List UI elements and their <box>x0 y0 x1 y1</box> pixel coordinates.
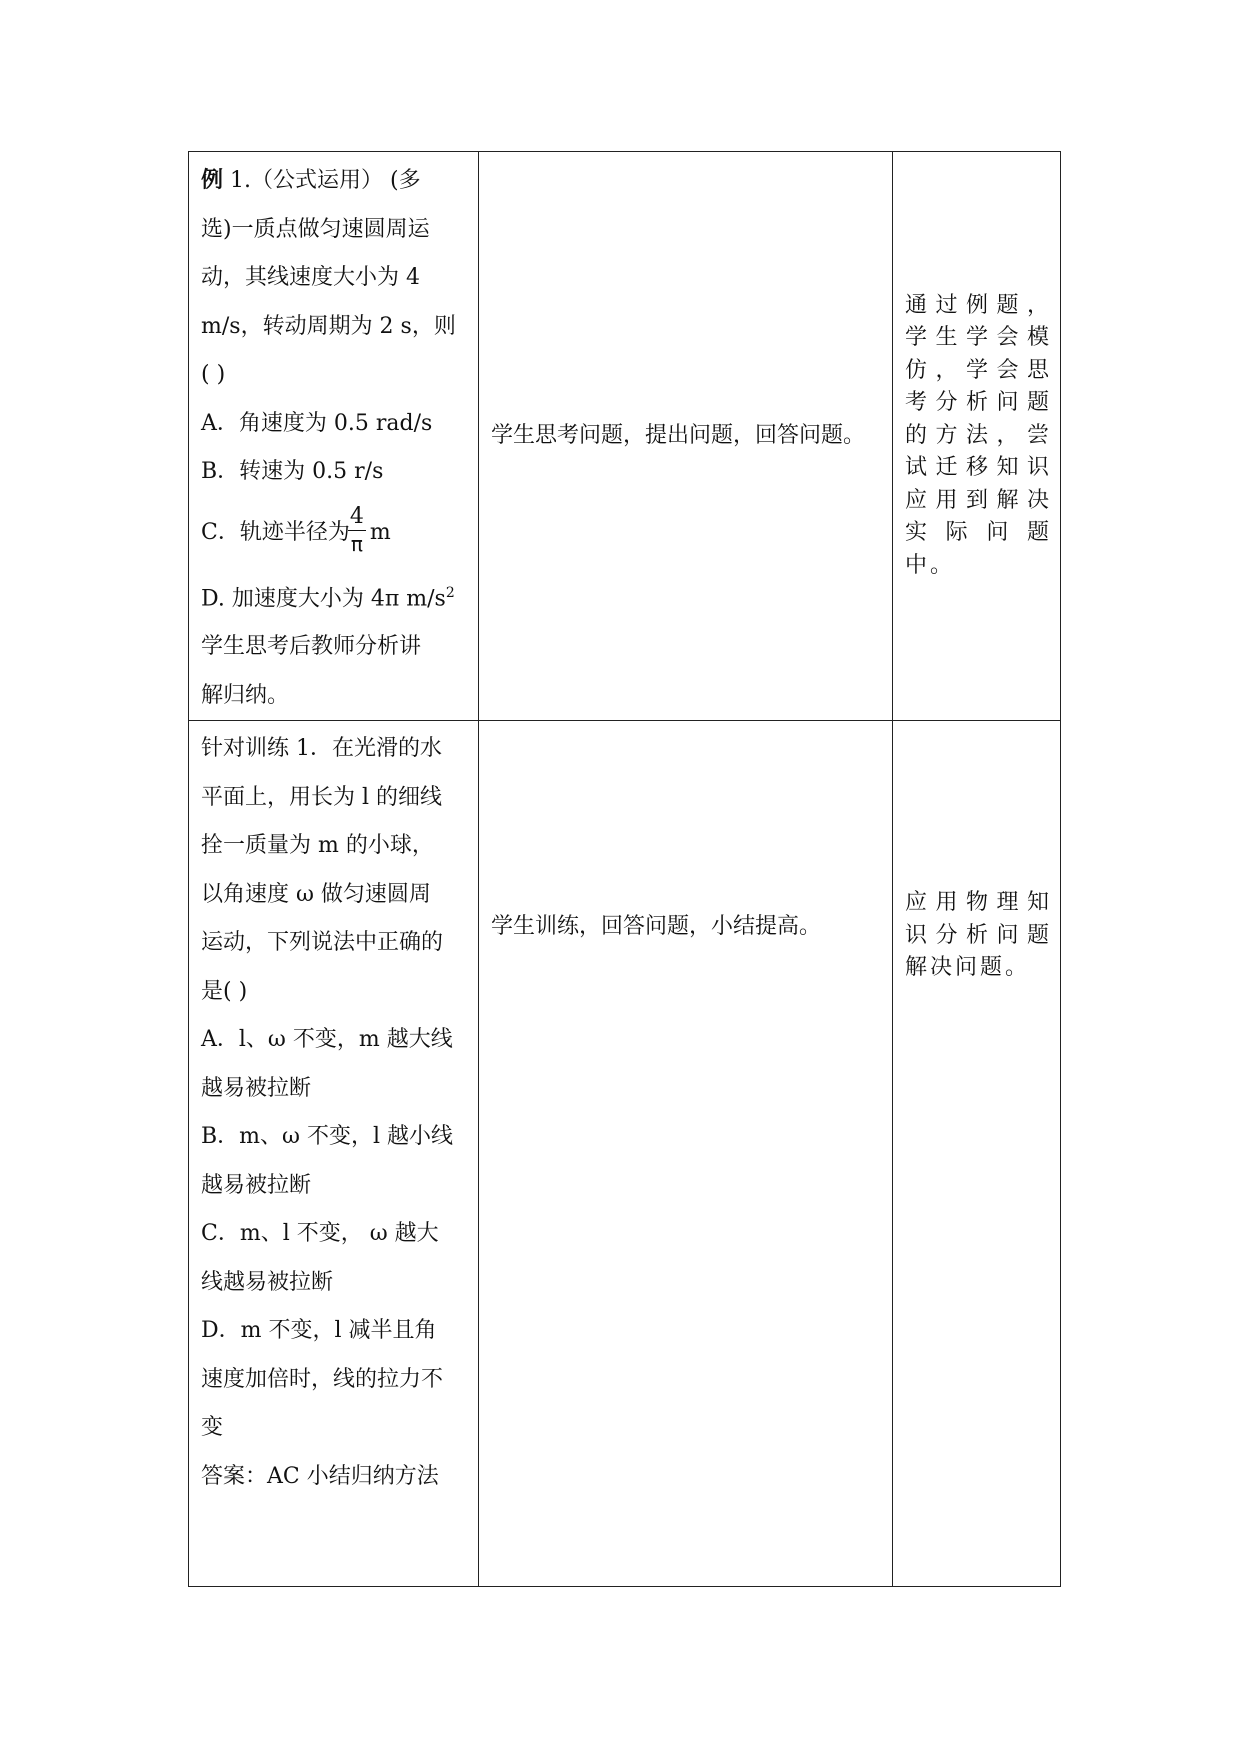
example-option-a: A．角速度为 0.5 rad/s <box>201 410 433 436</box>
example-tail-2: 解归纳。 <box>201 682 290 708</box>
training-option-b: B．m、ω 不变，l 越小线 <box>201 1124 453 1150</box>
training-option-c: C．m、l 不变， ω 越大 <box>201 1221 439 1247</box>
example-design-intent-cell <box>893 152 1061 721</box>
example-line-4: m/s，转动周期为 2 s，则 <box>201 313 456 339</box>
training-line: 越易被拉断 <box>201 1172 312 1198</box>
training-line: 速度加倍时，线的拉力不 <box>201 1366 444 1392</box>
training-option-a: A．l、ω 不变，m 越大线 <box>201 1027 453 1053</box>
training-line: 运动，下列说法中正确的 <box>201 930 444 956</box>
training-line: 线越易被拉断 <box>201 1269 334 1295</box>
example-answer-blank: ( ) <box>201 362 226 387</box>
training-lines <box>201 725 468 1501</box>
example-label: 例 <box>201 167 224 193</box>
training-line: 平面上，用长为 l 的细线 <box>201 784 443 810</box>
training-line: 拴一质量为 m 的小球， <box>201 833 434 859</box>
example-line-2: 选)一质点做匀速圆周运 <box>201 216 430 242</box>
fraction-denominator: π <box>350 532 363 556</box>
fraction-4-over-pi <box>348 504 366 557</box>
training-option-d: D．m 不变，l 减半且角 <box>201 1318 437 1344</box>
training-line: 以角速度 ω 做匀速圆周 <box>201 881 431 907</box>
lesson-table <box>188 151 1061 1587</box>
example-text: 1.（公式运用） (多 <box>223 168 421 193</box>
training-line: 越易被拉断 <box>201 1075 312 1101</box>
example-tail-1: 学生思考后教师分析讲 <box>201 634 422 660</box>
example-line-3: 动，其线速度大小为 4 <box>201 265 420 290</box>
training-answer: 答案：AC 小结归纳方法 <box>201 1463 439 1489</box>
training-line: 针对训练 1．在光滑的水 <box>201 736 442 762</box>
training-line: 是( ) <box>201 978 248 1004</box>
example-option-b: B．转速为 0.5 r/s <box>201 459 384 484</box>
example-design-intent: 通过例题，学生学会模仿，学会思考分析问题的方法，尝试迁移知识应用到解决实际问题中。 <box>905 292 1052 578</box>
option-d-text: D. 加速度大小为 4π m/s <box>201 585 446 611</box>
example-student-activity-cell <box>479 152 893 721</box>
training-design-intent-cell <box>893 721 1061 1587</box>
example-option-d <box>201 569 468 624</box>
example-student-activity: 学生思考问题，提出问题，回答问题。 <box>491 423 866 449</box>
example-line-1 <box>201 156 468 206</box>
training-row <box>189 721 1061 1587</box>
fraction-numerator: 4 <box>349 504 364 529</box>
training-content-cell <box>189 721 479 1587</box>
option-c-unit: m <box>369 519 391 545</box>
option-c-prefix: C．轨迹半径为 <box>201 519 350 545</box>
training-line: 变 <box>201 1415 224 1441</box>
example-content-cell <box>189 152 479 721</box>
training-design-intent: 应用物理知识分析问题解决问题。 <box>905 890 1052 981</box>
example-row <box>189 152 1061 721</box>
training-student-activity-cell <box>479 721 893 1587</box>
option-d-exponent: 2 <box>445 584 455 601</box>
example-option-c <box>201 497 468 569</box>
training-student-activity: 学生训练，回答问题，小结提高。 <box>491 914 822 940</box>
